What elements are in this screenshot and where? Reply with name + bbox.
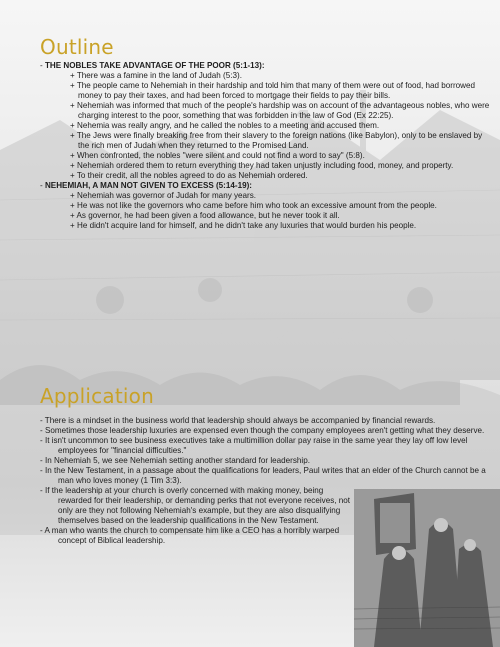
bullet-dash: - [40,181,45,190]
outline-section-1-title [40,61,490,71]
outline-point: + He was not like the governors who came before him who took an excessive amount from the people. [70,201,437,210]
section-title: NEHEMIAH, A MAN NOT GIVEN TO EXCESS (5:14-19): [44,181,252,190]
outline-section [40,61,490,231]
application-point: - In Nehemiah 5, we see Nehemiah setting another standard for leadership. [40,456,310,465]
application-point: - If the leadership at your church is overly concerned with making money, being rewarded for their leadership, or demanding perks that not everyone receives, not only are they not following Nehemiah's example, but they are also disqualifying themselves based on the leadership qualifications in the New Testament. [40,486,350,525]
outline-point: + Nehemiah was governor of Judah for many years. [70,191,257,200]
bullet-dash: - [40,61,45,70]
outline-heading: Outline [40,35,114,59]
outline-point: + He didn't acquire land for himself, and he didn't take any luxuries that would burden his people. [70,221,417,230]
outline-point: + Nehemia was really angry, and he called the nobles to a meeting and accused them. [70,121,380,130]
application-point: - A man who wants the church to compensate him like a CEO has a horribly warped concept of Biblical leadership. [40,526,340,545]
application-section [40,416,490,546]
application-point: - In the New Testament, in a passage about the qualifications for leaders, Paul writes that an elder of the Church cannot be a man who loves money (1 Tim 3:3). [40,466,486,485]
outline-point: + As governor, he had been given a food allowance, but he never took it all. [70,211,340,220]
application-point: - There is a mindset in the business world that leadership should always be accompanied by financial rewards. [40,416,436,425]
application-point: - Sometimes those leadership luxuries are expensed even though the company employees aren't getting what they deserve. [40,426,485,435]
outline-point: + When confronted, the nobles "were silent and could not find a word to say" (5:8). [70,151,365,160]
outline-point: + There was a famine in the land of Judah (5:3). [70,71,242,80]
outline-point: + To their credit, all the nobles agreed to do as Nehemiah ordered. [70,171,308,180]
outline-section-2-title [40,181,490,191]
section-title: THE NOBLES TAKE ADVANTAGE OF THE POOR (5:1-13): [44,61,265,70]
outline-point: + Nehemiah ordered them to return everything they had taken unjustly including food, money, and property. [70,161,454,170]
outline-point: + Nehemiah was informed that much of the people's hardship was on account of the advantageous nobles, who were charging interest to the poor, something that was forbidden in the law of God (Ex 22:25). [70,101,490,120]
outline-point: + The Jews were finally breaking free from their slavery to the foreign nations (like Babylon), only to be enslaved by the rich men of Judah when they returned to the Promised Land. [70,131,483,150]
application-heading: Application [40,384,154,408]
outline-point: + The people came to Nehemiah in their hardship and told him that many of them were out of food, had borrowed money to pay their taxes, and had been forced to mortgage their fields to pay their bills. [70,81,476,100]
application-point: - It isn't uncommon to see business executives take a multimillion dollar pay raise in the same year they lay off low level employees for "financial difficulties." [40,436,468,455]
